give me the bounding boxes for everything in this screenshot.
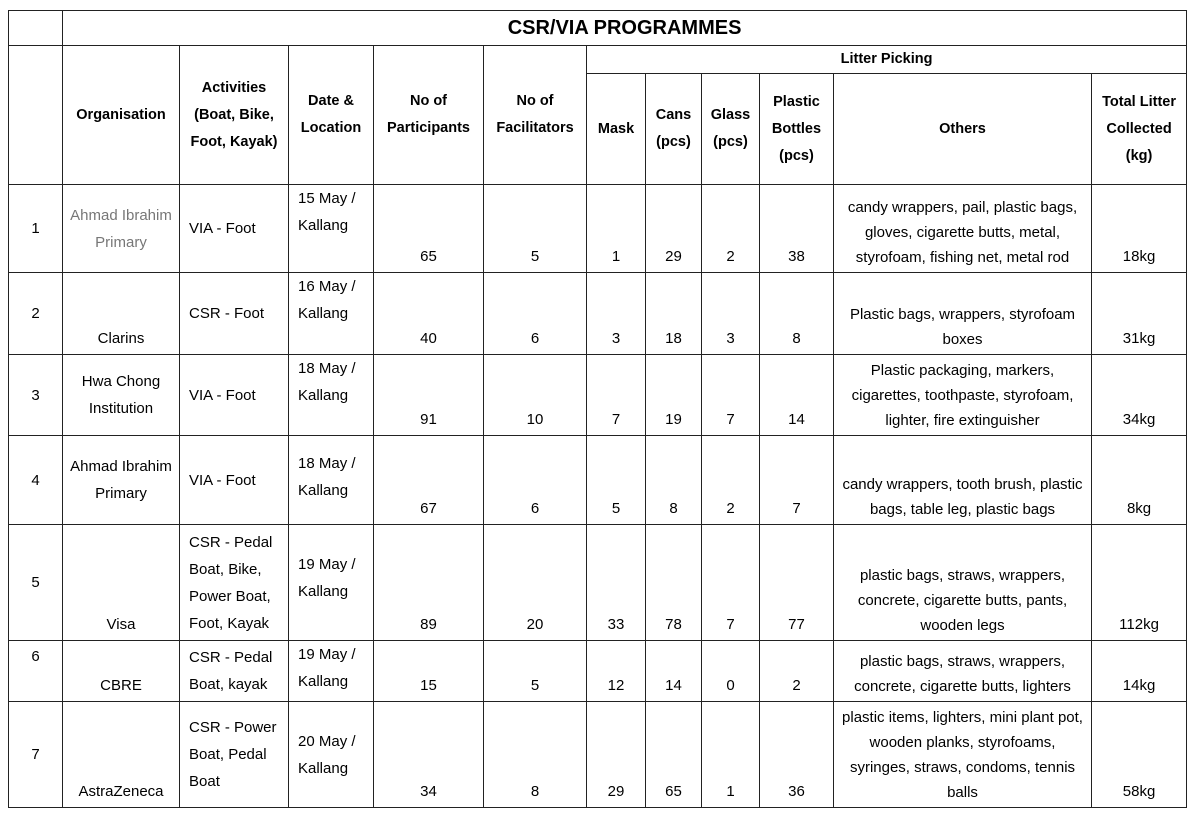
activity-cell: CSR - Foot xyxy=(180,273,289,355)
table-row xyxy=(9,525,1187,641)
organisation-cell: Ahmad Ibrahim Primary xyxy=(63,436,180,525)
facilitators-cell: 5 xyxy=(484,641,587,702)
header-others: Others xyxy=(834,74,1092,185)
cans-cell: 29 xyxy=(646,185,702,273)
bottles-cell: 2 xyxy=(760,641,834,702)
date-cell: 16 May / Kallang xyxy=(289,273,374,355)
participants-cell: 65 xyxy=(374,185,484,273)
others-cell: candy wrappers, pail, plastic bags, gloves, cigarette butts, metal, styrofoam, fishing net, metal rod xyxy=(834,185,1092,273)
table-row xyxy=(9,273,1187,355)
facilitators-cell: 8 xyxy=(484,702,587,808)
bottles-cell: 7 xyxy=(760,436,834,525)
cans-cell: 78 xyxy=(646,525,702,641)
header-mask: Mask xyxy=(587,74,646,185)
bottles-cell: 14 xyxy=(760,355,834,436)
facilitators-cell: 6 xyxy=(484,436,587,525)
table-row xyxy=(9,436,1187,525)
date-cell: 15 May / Kallang xyxy=(289,185,374,273)
row-number: 7 xyxy=(9,702,63,808)
bottles-cell: 77 xyxy=(760,525,834,641)
cans-cell: 19 xyxy=(646,355,702,436)
row-number: 4 xyxy=(9,436,63,525)
bottles-cell: 8 xyxy=(760,273,834,355)
participants-cell: 34 xyxy=(374,702,484,808)
row-number: 6 xyxy=(9,641,63,702)
cans-cell: 8 xyxy=(646,436,702,525)
activity-cell: CSR - Pedal Boat, kayak xyxy=(180,641,289,702)
date-cell: 18 May / Kallang xyxy=(289,436,374,525)
header-glass: Glass (pcs) xyxy=(702,74,760,185)
row-number: 5 xyxy=(9,525,63,641)
glass-cell: 3 xyxy=(702,273,760,355)
cans-cell: 14 xyxy=(646,641,702,702)
glass-cell: 1 xyxy=(702,702,760,808)
mask-cell: 1 xyxy=(587,185,646,273)
total-cell: 31kg xyxy=(1092,273,1187,355)
header-number xyxy=(9,46,63,185)
mask-cell: 33 xyxy=(587,525,646,641)
table-row xyxy=(9,185,1187,273)
corner-cell xyxy=(9,11,63,46)
activity-cell: CSR - Pedal Boat, Bike, Power Boat, Foot, Kayak xyxy=(180,525,289,641)
glass-cell: 7 xyxy=(702,355,760,436)
activity-cell: VIA - Foot xyxy=(180,436,289,525)
total-cell: 14kg xyxy=(1092,641,1187,702)
glass-cell: 0 xyxy=(702,641,760,702)
date-cell: 18 May / Kallang xyxy=(289,355,374,436)
participants-cell: 91 xyxy=(374,355,484,436)
participants-cell: 15 xyxy=(374,641,484,702)
row-number: 1 xyxy=(9,185,63,273)
header-activities: Activities (Boat, Bike, Foot, Kayak) xyxy=(180,46,289,185)
header-litter-picking: Litter Picking xyxy=(587,46,1187,74)
facilitators-cell: 10 xyxy=(484,355,587,436)
facilitators-cell: 6 xyxy=(484,273,587,355)
mask-cell: 7 xyxy=(587,355,646,436)
total-cell: 58kg xyxy=(1092,702,1187,808)
activity-cell: CSR - Power Boat, Pedal Boat xyxy=(180,702,289,808)
others-cell: Plastic bags, wrappers, styrofoam boxes xyxy=(834,273,1092,355)
total-cell: 112kg xyxy=(1092,525,1187,641)
glass-cell: 2 xyxy=(702,185,760,273)
participants-cell: 89 xyxy=(374,525,484,641)
table-title: CSR/VIA PROGRAMMES xyxy=(63,11,1187,46)
row-number: 3 xyxy=(9,355,63,436)
header-participants: No of Participants xyxy=(374,46,484,185)
date-cell: 20 May / Kallang xyxy=(289,702,374,808)
header-cans: Cans (pcs) xyxy=(646,74,702,185)
organisation-cell: Visa xyxy=(63,525,180,641)
facilitators-cell: 20 xyxy=(484,525,587,641)
others-cell: Plastic packaging, markers, cigarettes, toothpaste, styrofoam, lighter, fire extinguisher xyxy=(834,355,1092,436)
others-cell: plastic bags, straws, wrappers, concrete, cigarette butts, lighters xyxy=(834,641,1092,702)
mask-cell: 12 xyxy=(587,641,646,702)
header-total: Total Litter Collected (kg) xyxy=(1092,74,1187,185)
organisation-cell: Hwa Chong Institution xyxy=(63,355,180,436)
header-date-location: Date & Location xyxy=(289,46,374,185)
mask-cell: 3 xyxy=(587,273,646,355)
title-row xyxy=(9,11,1187,46)
date-cell: 19 May / Kallang xyxy=(289,525,374,641)
others-cell: candy wrappers, tooth brush, plastic bags, table leg, plastic bags xyxy=(834,436,1092,525)
organisation-cell: Ahmad Ibrahim Primary xyxy=(63,185,180,273)
organisation-cell: AstraZeneca xyxy=(63,702,180,808)
others-cell: plastic bags, straws, wrappers, concrete, cigarette butts, pants, wooden legs xyxy=(834,525,1092,641)
participants-cell: 67 xyxy=(374,436,484,525)
table-row xyxy=(9,641,1187,702)
facilitators-cell: 5 xyxy=(484,185,587,273)
total-cell: 18kg xyxy=(1092,185,1187,273)
others-cell: plastic items, lighters, mini plant pot, wooden planks, styrofoams, syringes, straws, condoms, tennis balls xyxy=(834,702,1092,808)
glass-cell: 7 xyxy=(702,525,760,641)
table-row xyxy=(9,355,1187,436)
cans-cell: 18 xyxy=(646,273,702,355)
total-cell: 34kg xyxy=(1092,355,1187,436)
csr-via-table xyxy=(8,10,1187,808)
participants-cell: 40 xyxy=(374,273,484,355)
header-organisation: Organisation xyxy=(63,46,180,185)
cans-cell: 65 xyxy=(646,702,702,808)
header-plastic-bottles: Plastic Bottles (pcs) xyxy=(760,74,834,185)
header-facilitators: No of Facilitators xyxy=(484,46,587,185)
organisation-cell: Clarins xyxy=(63,273,180,355)
mask-cell: 29 xyxy=(587,702,646,808)
total-cell: 8kg xyxy=(1092,436,1187,525)
activity-cell: VIA - Foot xyxy=(180,185,289,273)
table-row xyxy=(9,702,1187,808)
header-row-1 xyxy=(9,46,1187,74)
organisation-cell: CBRE xyxy=(63,641,180,702)
bottles-cell: 36 xyxy=(760,702,834,808)
bottles-cell: 38 xyxy=(760,185,834,273)
date-cell: 19 May / Kallang xyxy=(289,641,374,702)
activity-cell: VIA - Foot xyxy=(180,355,289,436)
glass-cell: 2 xyxy=(702,436,760,525)
mask-cell: 5 xyxy=(587,436,646,525)
row-number: 2 xyxy=(9,273,63,355)
